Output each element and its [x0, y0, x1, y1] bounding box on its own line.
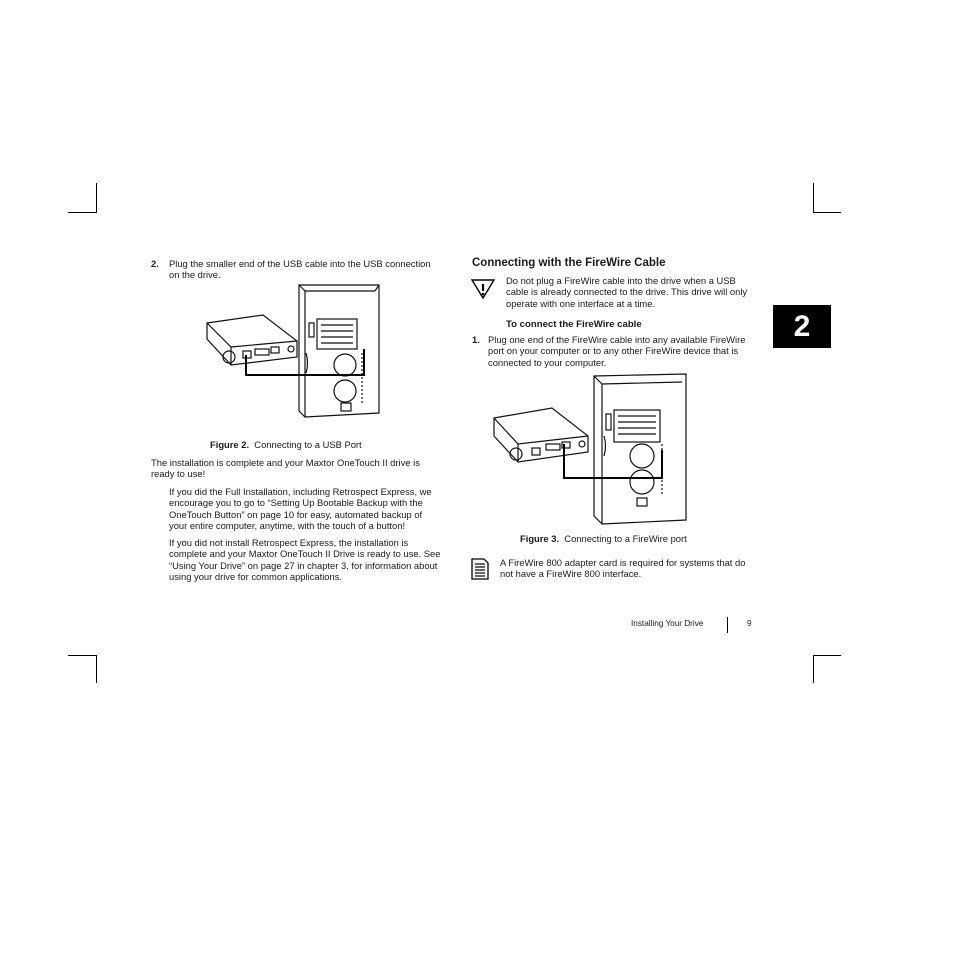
subheading: To connect the FireWire cable — [506, 319, 642, 330]
figure-3-caption-text: Connecting to a FireWire port — [564, 533, 687, 544]
computer-tower — [594, 374, 686, 524]
computer-tower — [299, 285, 379, 417]
crop-mark — [96, 655, 97, 683]
note-icon — [471, 558, 489, 580]
usb-connection-illustration — [205, 283, 385, 423]
crop-mark — [96, 183, 97, 213]
footer-divider — [727, 617, 728, 633]
footer-title: Installing Your Drive — [631, 619, 704, 628]
warning-text: Do not plug a FireWire cable into the drive when a USB cable is already connected to the drive. This drive will only operate with one interface at a time. — [506, 275, 748, 309]
figure-2-caption-text: Connecting to a USB Port — [254, 439, 362, 450]
page-number: 9 — [747, 619, 752, 628]
step-1-number: 1. — [472, 334, 480, 345]
section-heading: Connecting with the FireWire Cable — [472, 257, 666, 269]
installation-complete-text: The installation is complete and your Maxtor OneTouch II drive is ready to use! — [151, 457, 420, 480]
full-installation-text: If you did the Full Installation, including Retrospect Express, we encourage you to go to “Setting Up Bootable Backup with the OneTouch Button” on page 10 for easy, automated backup of your entire computer, anytime, with the touch of a button! — [169, 486, 432, 531]
figure-3-label: Figure 3. — [520, 533, 560, 544]
firewire-cable — [564, 444, 662, 478]
crop-mark — [813, 183, 814, 213]
crop-mark — [813, 212, 841, 213]
crop-mark — [68, 655, 97, 656]
crop-mark — [813, 655, 841, 656]
chapter-tab: 2 — [773, 305, 831, 348]
step-2-number: 2. — [151, 258, 159, 269]
crop-mark — [813, 655, 814, 683]
external-drive — [207, 315, 297, 365]
note-text: A FireWire 800 adapter card is required for systems that do not have a FireWire 800 interface. — [500, 557, 746, 580]
crop-mark — [68, 212, 97, 213]
firewire-connection-illustration — [490, 372, 690, 527]
warning-triangle-icon — [471, 278, 495, 300]
figure-2-label: Figure 2. — [210, 439, 250, 450]
step-1-text: Plug one end of the FireWire cable into any available FireWire port on your computer or to any other FireWire device that is connected to your computer. — [488, 334, 746, 368]
step-2-text: Plug the smaller end of the USB cable into the USB connection on the drive. — [169, 258, 431, 281]
no-retrospect-text: If you did not install Retrospect Express, the installation is complete and your Maxtor OneTouch II Drive is ready to use. See “Using Your Drive” on page 27 in chapter 3, for information about using your drive for common applications. — [169, 537, 441, 582]
external-drive — [494, 408, 588, 462]
figure-2-caption — [210, 439, 362, 450]
figure-3-caption — [520, 533, 687, 544]
